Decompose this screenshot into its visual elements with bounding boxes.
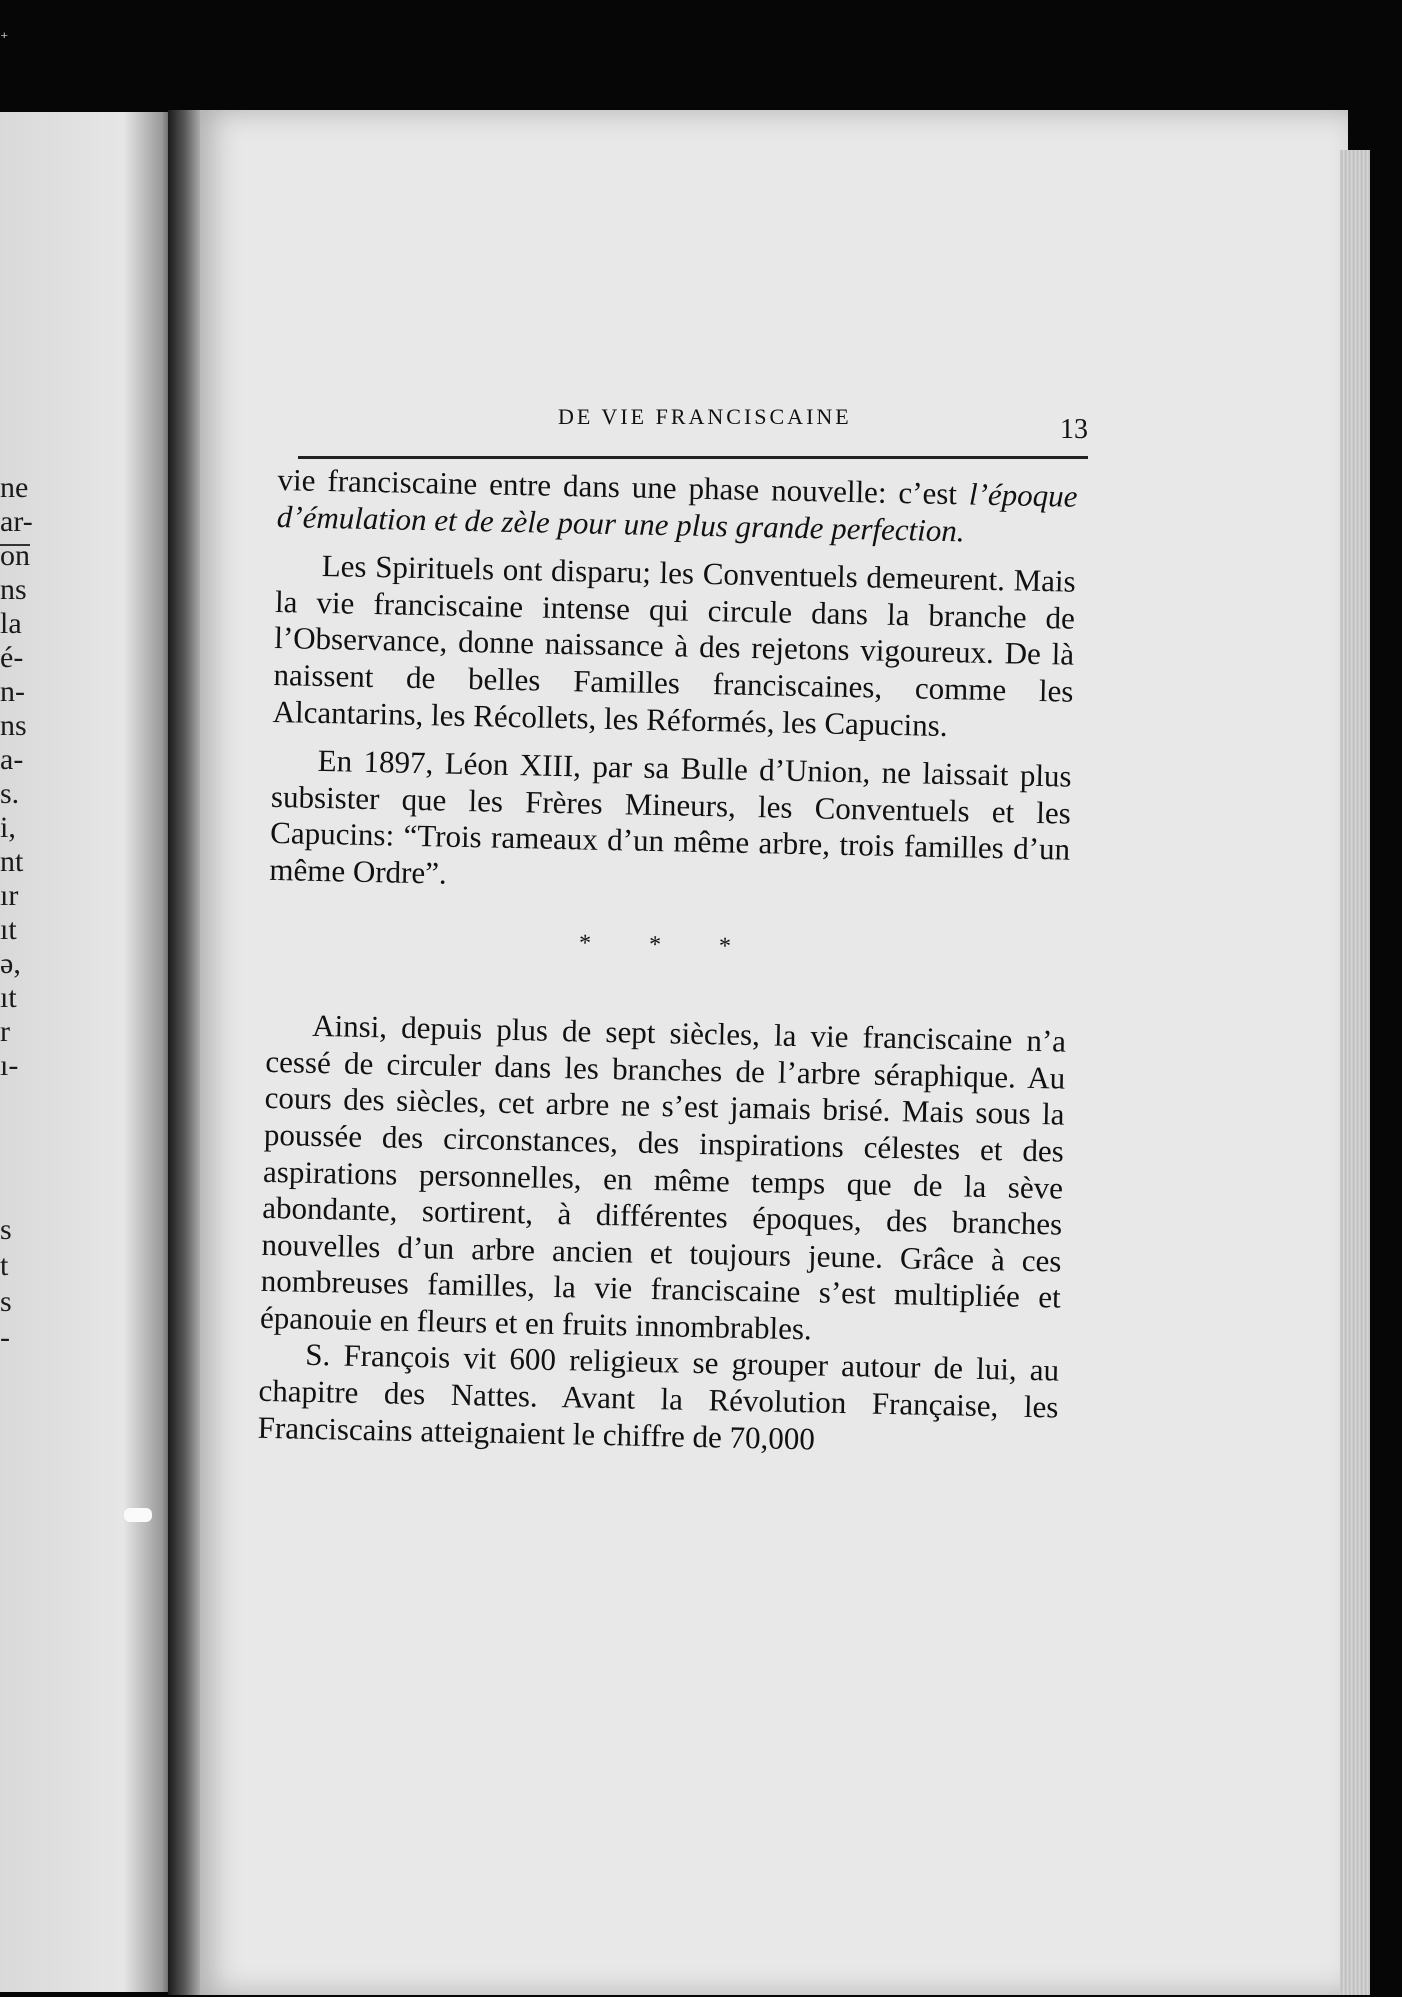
left-page-fragment: - <box>0 1321 10 1354</box>
left-page-fragment: i, <box>0 811 16 844</box>
body-text <box>257 462 1077 1463</box>
left-page-fragment: ə, <box>0 947 21 980</box>
page-edge-stack <box>1340 150 1370 1995</box>
left-page-fragment: t <box>0 1249 9 1282</box>
left-page-fragment: é- <box>0 641 24 674</box>
left-page-fragment: ns <box>0 709 27 742</box>
paragraph: Les Spirituels ont disparu; les Conventuels demeurent. Mais la vie franciscaine intense qui circule dans la branche de l’Observance, donne naissance à des rejetons vigoureux. De là naissent de belles Familles franciscaines, comme les Alcantarins, les Récollets, les Réformés, les Capucins. <box>272 548 1077 743</box>
left-page-fragment: s <box>0 1285 12 1318</box>
left-page-fragment: ı- <box>0 1049 19 1082</box>
left-page-fragment: ıt <box>0 981 17 1014</box>
left-page-fragment: on <box>0 539 30 572</box>
paragraph-continuation <box>276 462 1077 552</box>
left-page-fragment: s. <box>0 777 20 810</box>
left-page-fragment: s <box>0 1213 12 1246</box>
left-page-fragment: ır <box>0 879 19 912</box>
left-page-fragment: ns <box>0 573 27 606</box>
running-head: DE VIE FRANCISCAINE <box>558 404 852 429</box>
paragraph-italic-text: l’époque d’émulation et de zèle pour une plus grande perfection. <box>276 476 1078 548</box>
left-page-fragment: la <box>0 607 22 640</box>
paragraph-text: vie franciscaine entre dans une phase nouvelle: c’est <box>277 462 970 512</box>
left-page-fragment: ne <box>0 471 29 504</box>
left-page-fragment: ıt <box>0 913 17 946</box>
left-page-fragment: ar- <box>0 505 33 538</box>
left-page-fragment: a- <box>0 743 24 776</box>
page-tab-mark <box>124 1508 152 1522</box>
paragraph: En 1897, Léon XIII, par sa Bulle d’Union, ne laissait plus subsister que les Frères Mineurs, les Conventuels et les Capucins: “Trois rameaux d’un même arbre, trois familles d’un même Ordre”. <box>269 743 1072 891</box>
left-page <box>0 112 176 1992</box>
page-header <box>298 396 1088 459</box>
left-page-fragment: n- <box>0 675 25 708</box>
section-separator: * * * <box>578 929 758 960</box>
page-number: 13 <box>1060 414 1088 445</box>
left-page-fragment: nt <box>0 845 24 878</box>
paragraph: S. François vit 600 religieux se grouper autour de lui, au chapitre des Nattes. Avant la Révolution Française, les Franciscains atteignaient le chiffre de 70,000 <box>257 1337 1060 1457</box>
paragraph: Ainsi, depuis plus de sept siècles, la vie franciscaine n’a cessé de circuler dans les branches de l’arbre séraphique. Au cours des siècles, cet arbre ne s’est jamais brisé. Mais sous la poussée des circonstances, des inspirations célestes et des aspirations personnelles, en même temps que de la sève abondante, sortirent, à différentes époques, des branches nouvelles d’un arbre ancien et toujours jeune. Grâce à ces nombreuses familles, la vie franciscaine s’est multipliée et épanouie en fleurs et en fruits innombrables. <box>259 1007 1067 1347</box>
scan-corner-mark: ⁺ <box>0 30 9 47</box>
left-page-fragment: r <box>0 1015 10 1048</box>
